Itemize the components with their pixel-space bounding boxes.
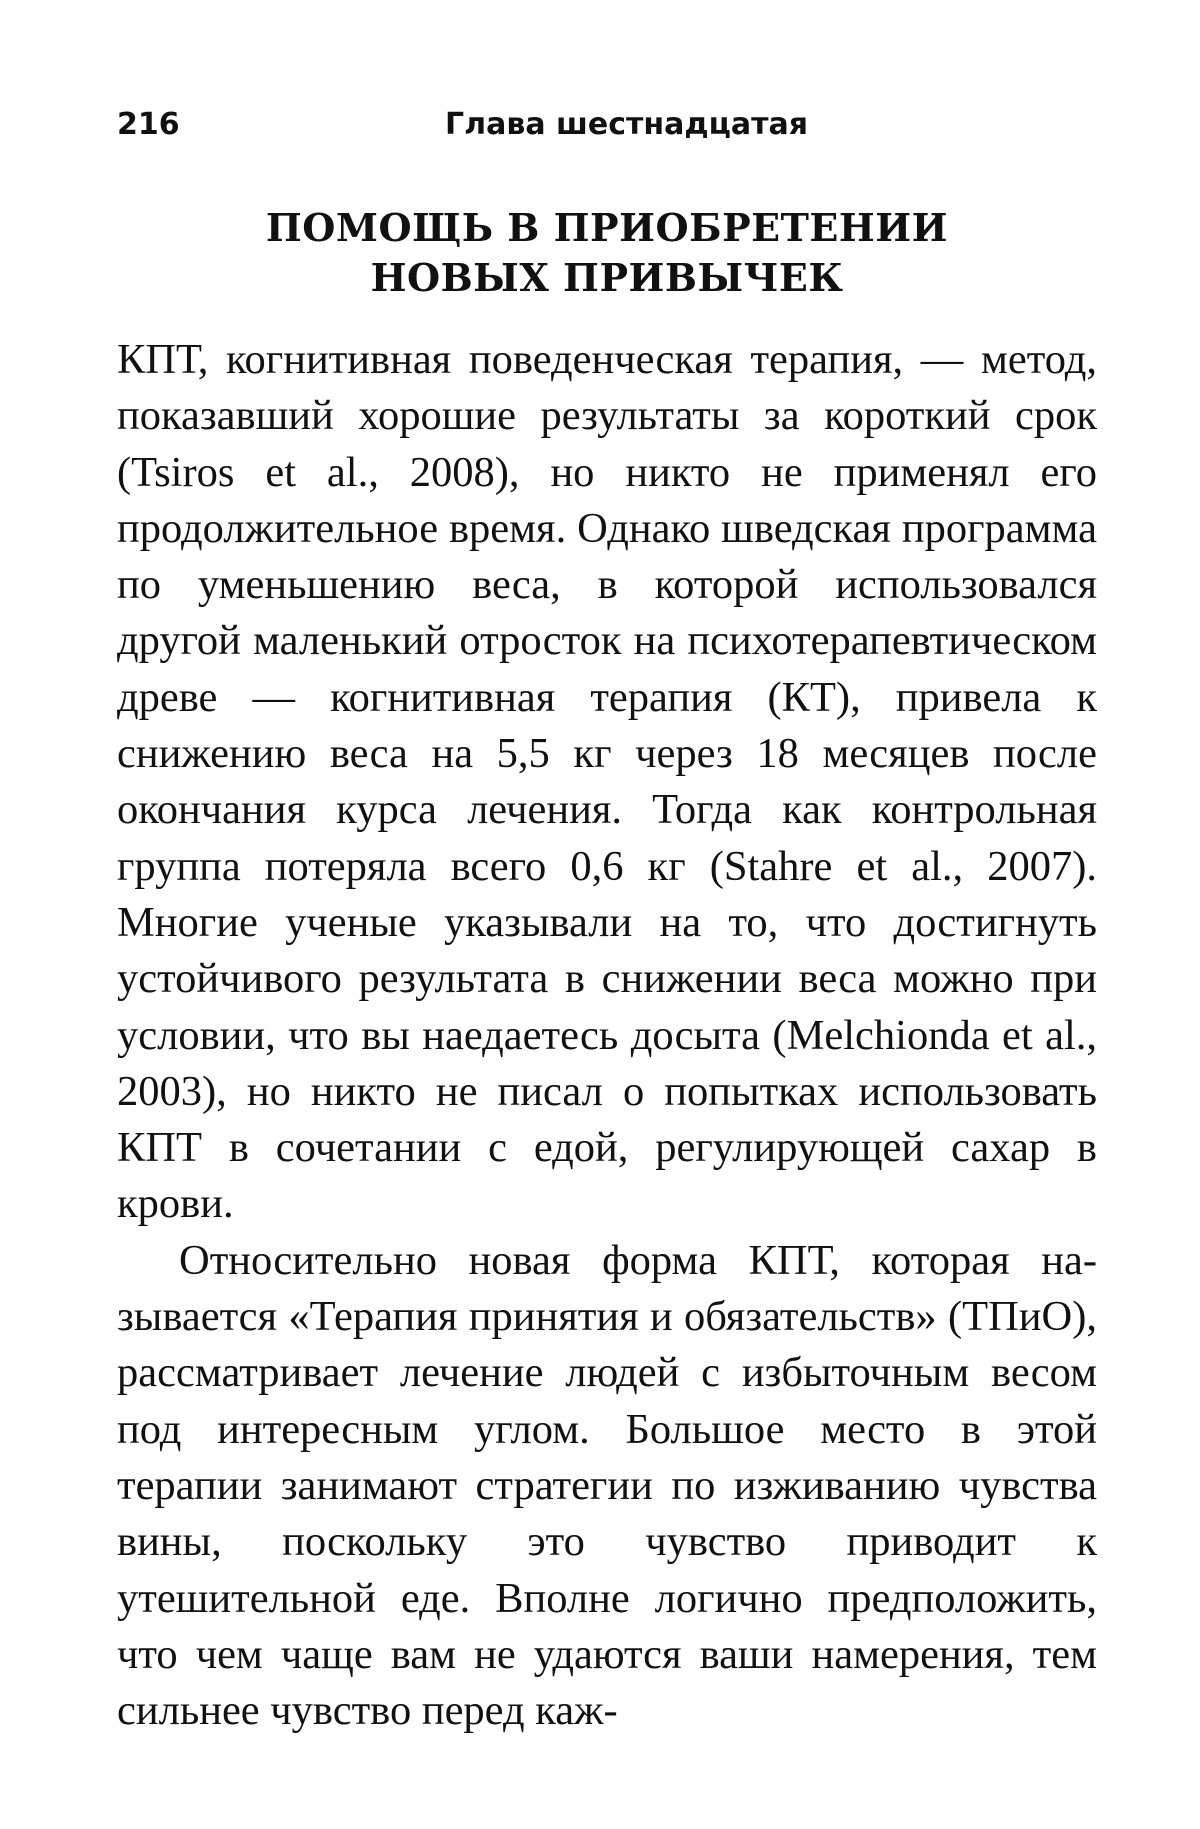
chapter-title: Глава шестнадцатая — [445, 107, 808, 142]
section-title-line-1: ПОМОЩЬ В ПРИОБРЕТЕНИИ — [265, 205, 949, 250]
running-header — [117, 100, 1097, 150]
body-text — [117, 332, 1097, 1739]
paragraph-1: КПТ, когнитивная поведенческая терапия, — метод, показавший хорошие результаты за короткий срок (Tsiros et al., 2008), но никто не применял его продолжительное время. Однако шведская программа по уменьшению веса, в которой использовался другой маленький отросток на психотерапевтическом древе — когнитивная терапия (КТ), привела к снижению веса на 5,5 кг через 18 месяцев после окончания курса лечения. Тогда как контрольная группа потеряла всего 0,6 кг (Stahre et al., 2007). Многие ученые указывали на то, что достигнуть устойчивого результата в снижении веса можно при условии, что вы наедаетесь досыта (Melchionda et al., 2003), но никто не писал о попытках использовать КПТ в сочетании с едой, регулирующей сахар в крови. — [117, 336, 1097, 1228]
page-number: 216 — [117, 107, 180, 142]
section-title-line-2: НОВЫХ ПРИВЫЧЕК — [370, 255, 844, 300]
section-title — [117, 203, 1097, 303]
paragraph-2: Относительно новая форма КПТ, которая называется «Терапия принятия и обязательств» (ТПиО), рассматривает лечение людей с избыточным весом под интересным углом. Большое место в этой терапии занимают стратегии по изживанию чувства вины, поскольку это чувство приводит к утешительной еде. Вполне логично предположить, что чем чаще вам не удаются ваши намерения, тем сильнее чувство перед каж- — [117, 1236, 1097, 1735]
